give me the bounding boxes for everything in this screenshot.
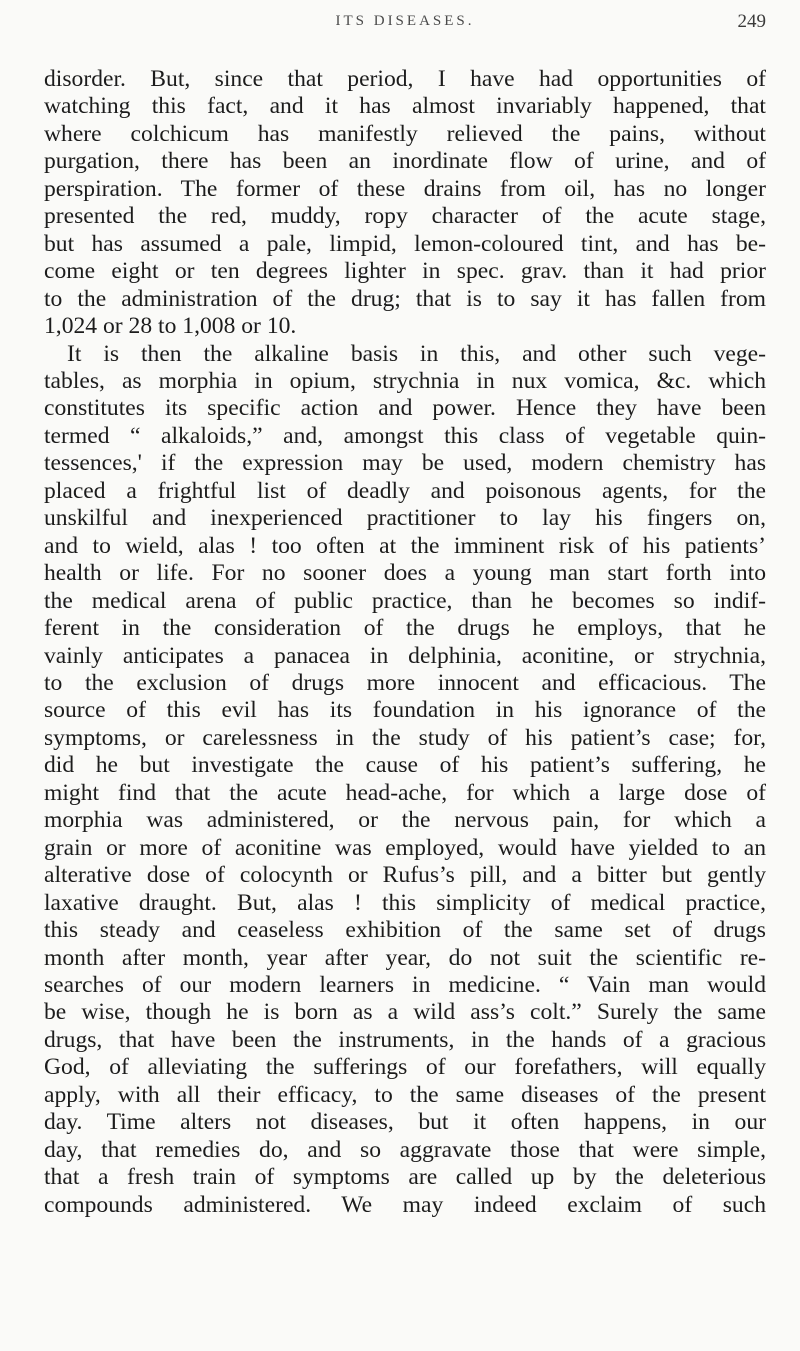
- text-line: disorder. But, since that period, I have had opportunities of: [44, 66, 766, 92]
- text-line: unskilful and inexperienced practitioner to lay his fingers on,: [44, 505, 766, 532]
- text-line: that a fresh train of symptoms are called up by the deleterious: [44, 1164, 766, 1191]
- text-line: compounds administered. We may indeed exclaim of such: [44, 1191, 766, 1218]
- text-line: perspiration. The former of these drains from oil, has no longer: [44, 175, 766, 202]
- text-line: grain or more of aconitine was employed, would have yielded to an: [44, 834, 766, 861]
- text-line: placed a frightful list of deadly and poisonous agents, for the: [44, 477, 766, 504]
- text-line: this steady and ceaseless exhibition of the same set of drugs: [44, 917, 766, 944]
- text-line: purgation, there has been an inordinate flow of urine, and of: [44, 148, 766, 175]
- page-number: 249: [737, 11, 766, 32]
- text-line: alterative dose of colocynth or Rufus’s pill, and a bitter but gently: [44, 862, 766, 889]
- text-line: to the administration of the drug; that is to say it has fallen from: [44, 285, 766, 312]
- text-line: where colchicum has manifestly relieved the pains, without: [44, 120, 766, 147]
- running-header: [44, 0, 766, 56]
- text-line: to the exclusion of drugs more innocent and efficacious. The: [44, 669, 766, 696]
- text-line: be wise, though he is born as a wild ass’s colt.” Surely the same: [44, 999, 766, 1026]
- text-line: and to wield, alas ! too often at the imminent risk of his patients’: [44, 532, 766, 559]
- text-line: drugs, that have been the instruments, in the hands of a gracious: [44, 1026, 766, 1053]
- text-line: vainly anticipates a panacea in delphinia, aconitine, or strychnia,: [44, 642, 766, 669]
- text-line: come eight or ten degrees lighter in spec. grav. than it had prior: [44, 258, 766, 285]
- text-line: did he but investigate the cause of his patient’s suffering, he: [44, 752, 766, 779]
- book-page: [44, 0, 766, 1351]
- text-line: but has assumed a pale, limpid, lemon-coloured tint, and has be-: [44, 230, 766, 257]
- text-line: ferent in the consideration of the drugs he employs, that he: [44, 615, 766, 642]
- text-line: health or life. For no sooner does a young man start forth into: [44, 560, 766, 587]
- text-line: constitutes its specific action and power. Hence they have been: [44, 395, 766, 422]
- text-line: searches of our modern learners in medicine. “ Vain man would: [44, 971, 766, 998]
- text-line: laxative draught. But, alas ! this simplicity of medical practice,: [44, 889, 766, 916]
- running-title: ITS DISEASES.: [335, 13, 475, 29]
- text-line: the medical arena of public practice, than he becomes so indif-: [44, 587, 766, 614]
- text-line: termed “ alkaloids,” and, amongst this class of vegetable quin-: [44, 422, 766, 449]
- text-line: symptoms, or carelessness in the study of his patient’s case; for,: [44, 724, 766, 751]
- text-line: tessences,' if the expression may be used, modern chemistry has: [44, 450, 766, 477]
- text-line: apply, with all their efficacy, to the same diseases of the present: [44, 1081, 766, 1108]
- body-text: [44, 66, 766, 1219]
- text-line: day, that remedies do, and so aggravate those that were simple,: [44, 1136, 766, 1163]
- text-line: might find that the acute head-ache, for which a large dose of: [44, 779, 766, 806]
- text-line: tables, as morphia in opium, strychnia in nux vomica, &c. which: [44, 367, 766, 394]
- text-line: source of this evil has its foundation in his ignorance of the: [44, 697, 766, 724]
- text-line: watching this fact, and it has almost invariably happened, that: [44, 93, 766, 120]
- text-line: 1,024 or 28 to 1,008 or 10.: [44, 313, 297, 340]
- text-line: month after month, year after year, do not suit the scientific re-: [44, 944, 766, 971]
- text-line: presented the red, muddy, ropy character of the acute stage,: [44, 203, 766, 230]
- text-line: morphia was administered, or the nervous pain, for which a: [44, 807, 766, 834]
- paragraph-start-line: It is then the alkaline basis in this, and other such vege-: [67, 340, 766, 367]
- text-line: God, of alleviating the sufferings of our forefathers, will equally: [44, 1054, 766, 1081]
- text-line: day. Time alters not diseases, but it often happens, in our: [44, 1109, 766, 1136]
